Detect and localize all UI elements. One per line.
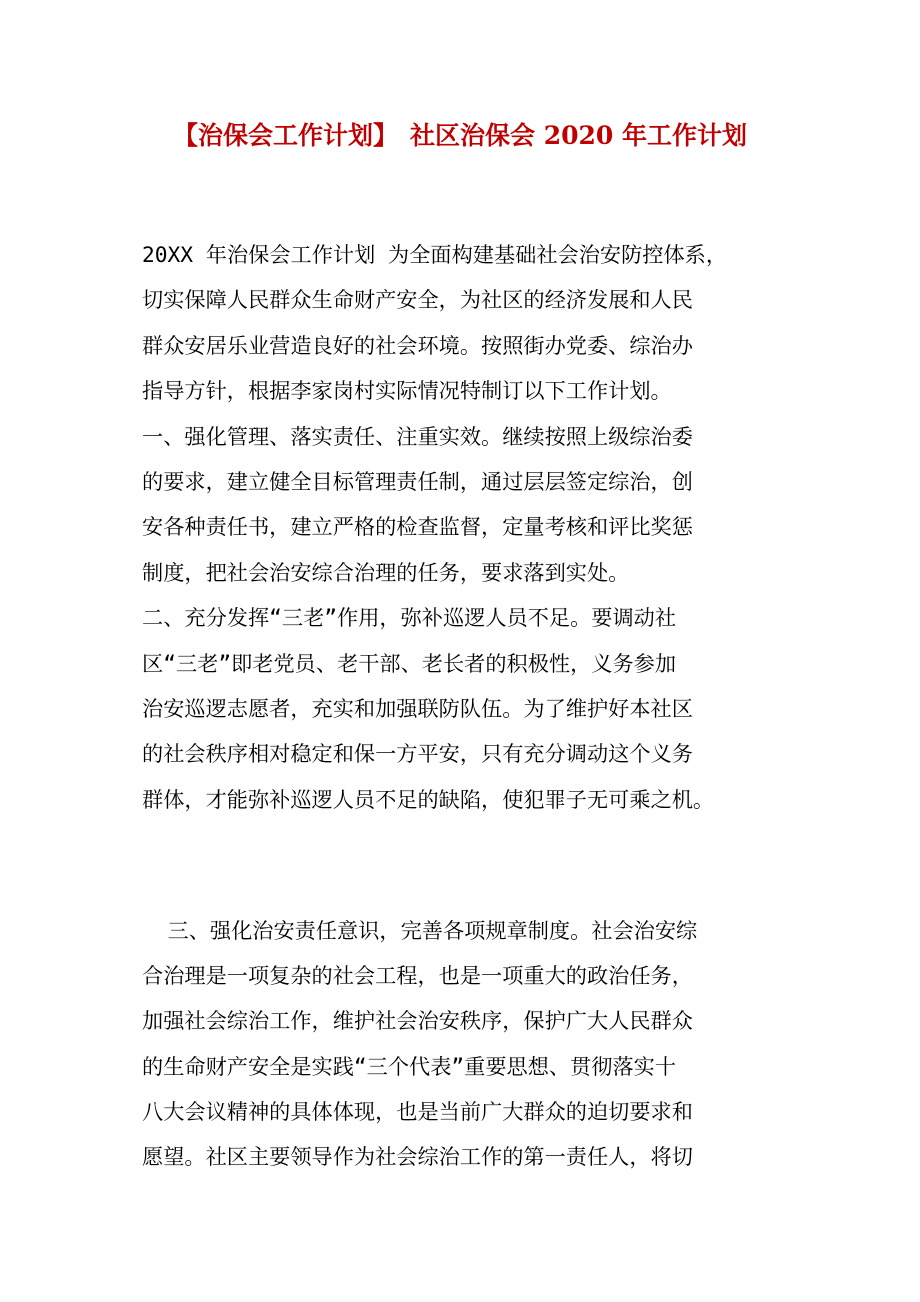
title-part-2: 社区治保会 2020 年工作计划 xyxy=(410,121,747,150)
document-title xyxy=(0,116,920,156)
body-block-2 xyxy=(142,908,782,1179)
body-line: 切实保障人民群众生命财产安全，为社区的经济发展和人民 xyxy=(142,287,693,313)
body-line: 治安巡逻志愿者，充实和加强联防队伍。为了维护好本社区 xyxy=(142,695,693,721)
body-line: 20XX 年治保会工作计划 为全面构建基础社会治安防控体系， xyxy=(142,242,728,267)
body-line: 群体，才能弥补巡逻人员不足的缺陷，使犯罪子无可乘之机。 xyxy=(142,786,715,812)
body-line: 的社会秩序相对稳定和保一方平安，只有充分调动这个义务 xyxy=(142,741,693,767)
body-line: 的生命财产安全是实践“三个代表”重要思想、贯彻落实十 xyxy=(142,1053,677,1079)
body-line: 合治理是一项复杂的社会工程，也是一项重大的政治任务， xyxy=(142,963,693,989)
body-line: 一、强化管理、落实责任、注重实效。继续按照上级综治委 xyxy=(142,423,693,449)
body-line: 加强社会综治工作，维护社会治安秩序，保护广大人民群众 xyxy=(142,1008,693,1034)
body-block-1 xyxy=(142,232,782,822)
body-line: 愿望。社区主要领导作为社会综治工作的第一责任人，将切 xyxy=(142,1143,693,1169)
body-line: 制度，把社会治安综合治理的任务，要求落到实处。 xyxy=(142,559,630,585)
body-line: 群众安居乐业营造良好的社会环境。按照街办党委、综治办 xyxy=(142,332,693,358)
body-line: 安各种责任书，建立严格的检查监督，定量考核和评比奖惩 xyxy=(142,514,693,540)
body-line: 指导方针，根据李家岗村实际情况特制订以下工作计划。 xyxy=(142,378,672,404)
body-line: 的要求，建立健全目标管理责任制，通过层层签定综治，创 xyxy=(142,468,693,494)
body-line: 区“三老”即老党员、老干部、老长者的积极性，义务参加 xyxy=(142,650,677,676)
body-line: 八大会议精神的具体体现，也是当前广大群众的迫切要求和 xyxy=(142,1098,693,1124)
title-part-1: 【治保会工作计划】 xyxy=(172,121,398,150)
body-line: 三、强化治安责任意识，完善各项规章制度。社会治安综 xyxy=(142,918,698,943)
body-line: 二、充分发挥“三老”作用，弥补巡逻人员不足。要调动社 xyxy=(142,605,677,631)
